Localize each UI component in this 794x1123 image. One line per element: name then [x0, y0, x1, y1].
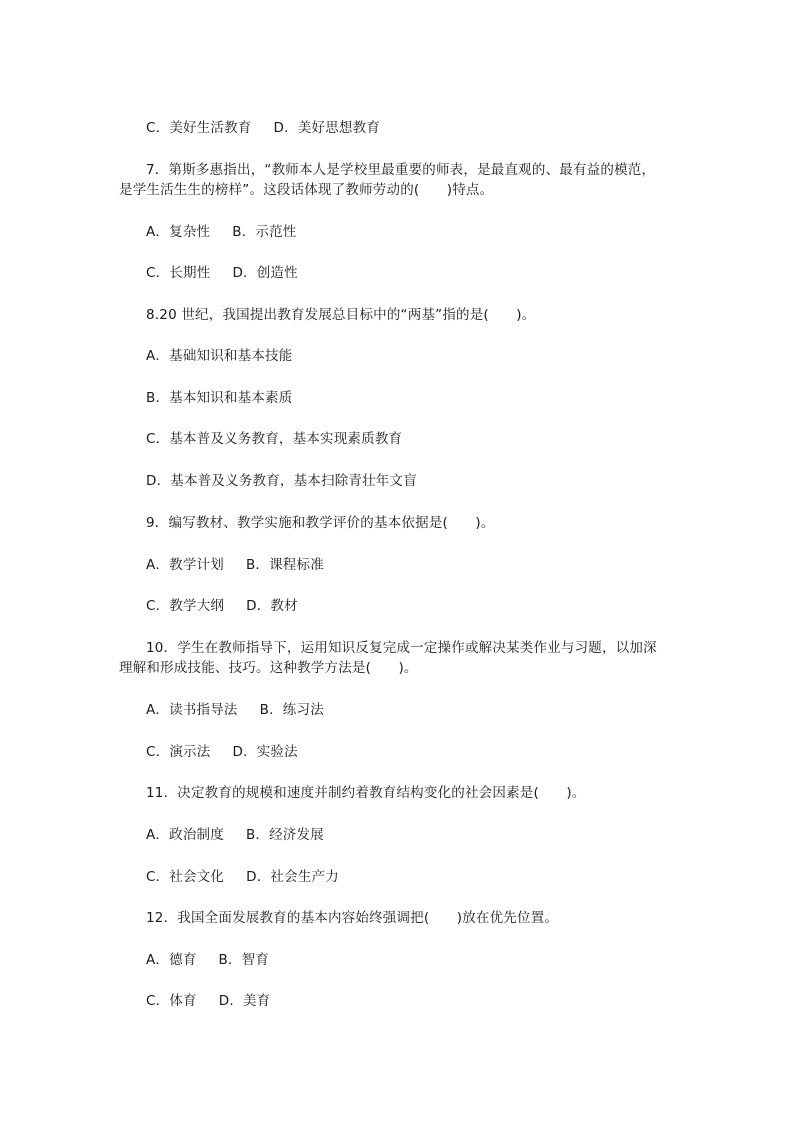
option-line — [146, 991, 270, 1011]
question-12: 12．我国全面发展教育的基本内容始终强调把( )放在优先位置。 — [146, 910, 559, 926]
option-d: D．教材 — [246, 598, 298, 614]
option-d: D．基本普及义务教育，基本扫除青壮年文盲 — [146, 473, 417, 489]
option-line — [146, 700, 324, 720]
option-b: B．课程标准 — [245, 557, 324, 573]
question-10-line-1: 10．学生在教师指导下，运用知识反复完成一定操作或解决某类作业与习题，以加深 — [146, 640, 657, 656]
option-c: C．社会文化 — [146, 869, 225, 885]
question-8: 8.20 世纪，我国提出教育发展总目标中的“两基”指的是( )。 — [146, 307, 536, 323]
option-a: A．教学计划 — [146, 557, 224, 573]
option-c: C．演示法 — [146, 744, 211, 760]
option-c: C．教学大纲 — [146, 598, 225, 614]
option-c: C．基本普及义务教育，基本实现素质教育 — [146, 431, 403, 447]
option-a: A．基础知识和基本技能 — [146, 348, 293, 364]
option-a: A．德育 — [146, 952, 197, 968]
option-line — [146, 950, 269, 970]
option-line — [146, 596, 298, 616]
option-d: D．美好思想教育 — [273, 120, 381, 136]
option-line — [146, 555, 324, 575]
option-line — [146, 825, 324, 845]
option-d: D．创造性 — [232, 265, 298, 281]
option-d: D．实验法 — [232, 744, 298, 760]
option-b: B．练习法 — [259, 702, 324, 718]
option-line — [146, 263, 298, 283]
question-7-line-1: 7．第斯多惠指出，“教师本人是学校里最重要的师表，是最直观的、最有益的模范， — [146, 162, 656, 178]
option-b: B．示范性 — [232, 224, 297, 240]
question-10-line-2: 理解和形成技能、技巧。这种教学方法是( )。 — [119, 660, 418, 676]
question-11: 11．决定教育的规模和速度并制约着教育结构变化的社会因素是( )。 — [146, 785, 586, 801]
question-9: 9．编写教材、教学实施和教学评价的基本依据是( )。 — [146, 515, 495, 531]
question-7-line-2: 是学生活生生的榜样”。这段话体现了教师劳动的( )特点。 — [119, 182, 494, 198]
option-b: B．基本知识和基本素质 — [146, 390, 293, 406]
option-a: A．复杂性 — [146, 224, 211, 240]
option-d: D．美育 — [218, 993, 271, 1009]
option-line — [146, 867, 339, 887]
option-b: B．经济发展 — [245, 827, 324, 843]
option-line — [146, 742, 298, 762]
option-b: B．智育 — [218, 952, 270, 968]
option-line — [146, 118, 380, 138]
option-a: A．读书指导法 — [146, 702, 238, 718]
option-c: C．美好生活教育 — [146, 120, 252, 136]
option-d: D．社会生产力 — [246, 869, 339, 885]
option-line — [146, 222, 297, 242]
option-c: C．体育 — [146, 993, 197, 1009]
option-c: C．长期性 — [146, 265, 211, 281]
option-a: A．政治制度 — [146, 827, 224, 843]
